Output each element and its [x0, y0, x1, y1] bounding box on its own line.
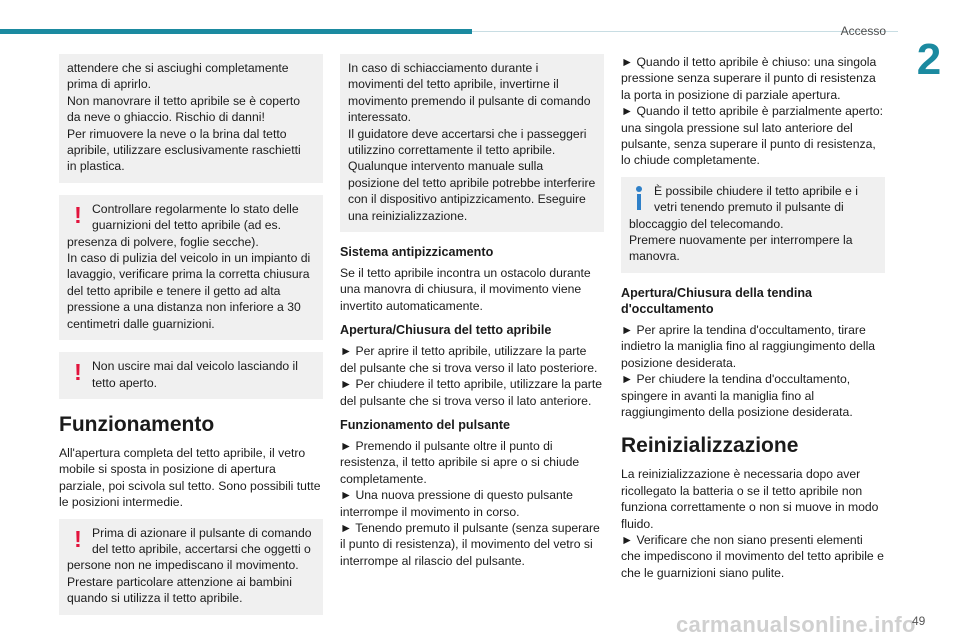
text-line: che impediscono il movimento del tetto apribile e	[621, 549, 884, 564]
text-line: interrompe al rilascio del pulsante.	[340, 553, 525, 568]
text-line: una reinizializzazione.	[348, 208, 468, 223]
text-line: del tetto apribile e tenere il getto ad alta	[67, 283, 281, 298]
warning-box-open-roof	[59, 352, 323, 399]
text-line: funziona correttamente o non si muove in modo	[621, 500, 879, 515]
paragraph-operation	[59, 445, 323, 511]
warning-box-seals	[59, 195, 323, 340]
text-line: La reinizializzazione è necessaria dopo aver	[621, 467, 861, 482]
text-line: È possibile chiudere il tetto apribile e i	[654, 183, 858, 198]
column-1	[59, 54, 323, 627]
text-line: attendere che si asciughi completamente	[67, 61, 289, 75]
warning-icon: !	[74, 359, 82, 386]
text-line: le posizioni intermedie.	[59, 495, 183, 510]
text-line: che le guarnizioni siano pulite.	[621, 565, 785, 580]
text-line: posizione del tetto apribile potrebbe interferire	[348, 175, 596, 190]
text-line: presenza di polvere, foglie secche).	[67, 234, 259, 249]
text-line: fluido.	[621, 516, 654, 531]
text-line: Qualunque intervento manuale sulla	[348, 159, 544, 174]
text-line: Per rimuovere la neve o la brina dal tetto	[67, 126, 287, 141]
text-line: ► Premendo il pulsante oltre il punto di	[340, 438, 553, 453]
text-line: In caso di pulizia del veicolo in un impianto di	[67, 251, 311, 266]
page-number: 49	[912, 614, 926, 628]
text-line: Apertura/Chiusura della tendina	[621, 285, 813, 300]
text-line: interessato.	[348, 110, 412, 125]
text-line: la porta in posizione di parziale apertura.	[621, 87, 841, 102]
warning-icon: !	[74, 201, 82, 228]
text-line: lavaggio, verificare prima la corretta chiusura	[67, 267, 310, 282]
text-line: ► Per aprire il tetto apribile, utilizzare la parte	[340, 344, 587, 359]
text-line: Non uscire mai dal veicolo lasciando il	[92, 359, 298, 374]
paragraph-reinit	[621, 466, 885, 581]
text-line: del pulsante che si trova verso il lato anteriore.	[340, 393, 592, 408]
text-line: del pulsante che si trova verso il lato posteriore.	[340, 360, 598, 375]
text-line: invertito automaticamente.	[340, 298, 483, 313]
text-line: lo chiude completamente.	[621, 153, 760, 168]
warning-icon: !	[74, 525, 82, 552]
text-line: movimento premendo il pulsante di comando	[348, 93, 591, 108]
text-line: bloccaggio del telecomando.	[629, 216, 784, 231]
text-line: Non manovrare il tetto apribile se è coperto	[67, 93, 301, 108]
heading-funzionamento: Funzionamento	[59, 412, 215, 436]
text-line: pulsante, senza superare il punto di resistenza,	[621, 137, 876, 152]
text-line: in plastica.	[67, 159, 125, 174]
text-line: movimenti del tetto apribile, invertirne il	[348, 77, 559, 92]
text-line: pressione senza superare il punto di resistenza	[621, 71, 876, 86]
text-line: ► Quando il tetto apribile è parzialmente aperto:	[621, 104, 884, 119]
paragraph-sunblind	[621, 322, 885, 420]
text-line: Prestare particolare attenzione ai bambini	[67, 574, 292, 589]
text-line: raggiungimento della posizione desiderata.	[621, 404, 853, 419]
text-line: parziale, poi scivola sul tetto. Sono possibili tutte	[59, 478, 321, 493]
text-line: persone non ne impediscano il movimento.	[67, 558, 299, 573]
text-line: una manovra di chiusura, il movimento viene	[340, 282, 582, 297]
heading-sunblind	[621, 285, 885, 317]
text-line: d'occultamento	[621, 301, 714, 316]
text-line: All'apertura completa del tetto apribile, il vetro	[59, 446, 306, 460]
text-line: da neve o ghiaccio. Rischio di danni!	[67, 110, 265, 125]
text-line: vetri tenendo premuto il pulsante di	[654, 200, 844, 215]
text-line: Prima di azionare il pulsante di comando	[92, 525, 312, 540]
note-box-pinch	[340, 54, 604, 232]
text-line: In caso di schiacciamento durante i	[348, 61, 539, 75]
text-line: ► Tenendo premuto il pulsante (senza superare	[340, 520, 600, 535]
text-line: mobile si sposta in posizione di apertura	[59, 462, 276, 477]
heading-button-operation: Funzionamento del pulsante	[340, 417, 511, 432]
text-line: utilizzino correttamente il tetto apribile.	[348, 143, 556, 158]
warning-box-children	[59, 519, 323, 615]
text-line: manovra.	[629, 249, 680, 264]
note-box-drying	[59, 54, 323, 183]
text-line: ► Verificare che non siano presenti elementi	[621, 533, 863, 548]
text-line: il punto di resistenza), il movimento del vetro si	[340, 537, 593, 552]
text-line: interrompe il movimento in corso.	[340, 504, 520, 519]
text-line: completamente.	[340, 471, 427, 486]
text-line: apribile, utilizzare esclusivamente raschietti	[67, 143, 301, 158]
section-title: Accesso	[840, 24, 886, 38]
text-line: ► Per aprire la tendina d'occultamento, tirare	[621, 322, 866, 337]
heading-open-close-roof: Apertura/Chiusura del tetto apribile	[340, 323, 552, 338]
header-accent-bar	[0, 29, 472, 34]
text-line: spingere in avanti la maniglia fino al	[621, 388, 815, 403]
text-line: ricollegato la batteria o se il tetto apribile non	[621, 483, 863, 498]
text-line: ► Per chiudere la tendina d'occultamento,	[621, 372, 851, 387]
heading-anti-pinch: Sistema antipizzicamento	[340, 245, 494, 260]
text-line: Controllare regolarmente lo stato delle	[92, 201, 299, 216]
text-line: quando si utilizza il tetto apribile.	[67, 591, 243, 606]
text-line: Se il tetto apribile incontra un ostacolo durante	[340, 266, 591, 281]
text-line: ► Quando il tetto apribile è chiuso: una singola	[621, 55, 877, 69]
text-line: guarnizioni del tetto apribile (ad es.	[92, 218, 282, 233]
paragraph-anti-pinch	[340, 265, 604, 314]
text-line: ► Una nuova pressione di questo pulsante	[340, 488, 573, 503]
column-3	[621, 54, 885, 589]
watermark: carmanualsonline.info	[676, 612, 916, 637]
heading-reinizializzazione: Reinizializzazione	[621, 434, 799, 458]
info-box-remote	[621, 177, 885, 273]
paragraph-partial-open	[621, 54, 885, 169]
text-line: pressione a una distanza non inferiore a 30	[67, 300, 301, 315]
text-line: Il guidatore deve accertarsi che i passeggeri	[348, 126, 587, 141]
info-icon	[634, 186, 644, 210]
column-2	[340, 54, 604, 577]
paragraph-open-close-roof	[340, 343, 604, 409]
text-line: indietro la maniglia fino al raggiungimento della	[621, 339, 876, 354]
paragraph-button-operation	[340, 438, 604, 569]
chapter-number: 2	[916, 35, 942, 84]
text-line: del tetto apribile, accertarsi che oggetti o	[92, 542, 311, 557]
text-line: una singola pressione sul lato anteriore del	[621, 120, 853, 135]
text-line: posizione desiderata.	[621, 355, 737, 370]
text-line: ► Per chiudere il tetto apribile, utilizzare la parte	[340, 377, 603, 392]
text-line: prima di aprirlo.	[67, 77, 151, 92]
text-line: con il dispositivo antipizzicamento. Eseguire	[348, 192, 586, 207]
text-line: resistenza, il tetto apribile si apre o si chiude	[340, 455, 580, 470]
text-line: Premere nuovamente per interrompere la	[629, 233, 853, 248]
text-line: tetto aperto.	[92, 375, 158, 390]
text-line: centimetri dalle guarnizioni.	[67, 316, 215, 331]
